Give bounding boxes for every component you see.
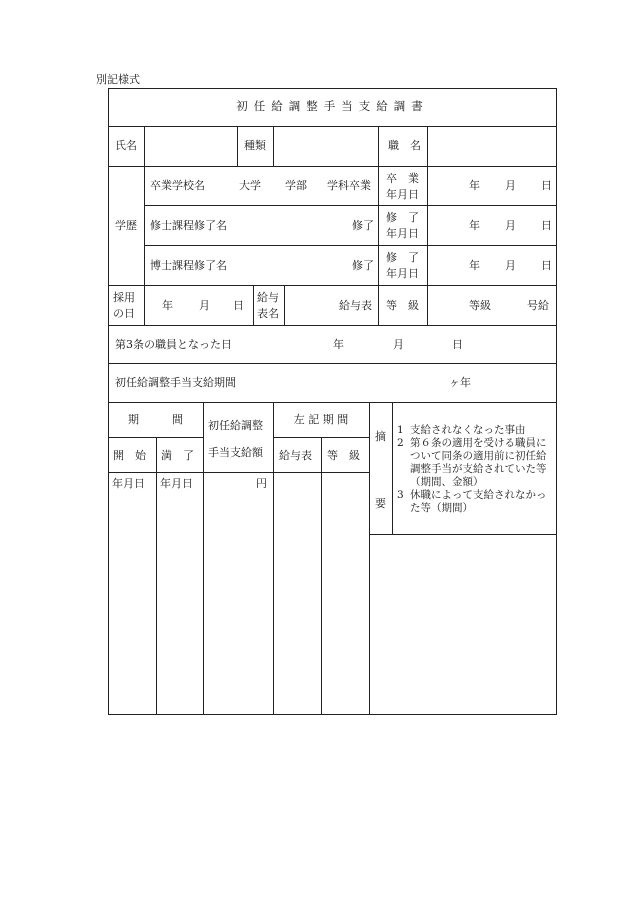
- left-period-header: 左 記 期 間: [293, 413, 349, 426]
- pay-table-header: 給与表: [279, 449, 312, 462]
- start-header: 開 始: [113, 449, 146, 462]
- amount-header: 初任給調整: [208, 419, 263, 432]
- article3-label: 第3条の職員となった日: [115, 338, 232, 351]
- university-label: 大学: [239, 179, 261, 192]
- name-label: 氏名: [115, 139, 137, 152]
- education-label: 学歴: [115, 219, 137, 232]
- faculty-label: 学部: [285, 179, 307, 192]
- remarks-header: 摘: [375, 430, 386, 443]
- position-label: 職 名: [388, 139, 421, 152]
- form-label: 別記様式: [96, 73, 140, 86]
- end-header: 満 了: [161, 449, 194, 462]
- grade-label: 等 級: [386, 299, 419, 312]
- form-page: 別記様式 初任給調整手当支給調書 氏名 種類 職 名 学歴 卒業学校名 大学 学部 学科卒業 卒 業 年月日 年 月 日 修士課程修了名 修了 修 了 年月日 年 月 日 博士課程修了名 修了 修 了 年月日 年 月 日 採用 の日 年 月 日 給与 表名 給与表 等 級 等級 号給 第3条の職員となった日 年 月 日 初任給調整手当支給期間 ヶ年 期 間 開 始 満 了 初任給調整 手当支給額 左 記 期 間 給与表 等 級 摘 要 年月日 年月日 円 1 支給されなくなった事由 2 第６条の適用を受ける職員について同条の適用前に初任給調整手当が支給されていた等（期間、金額） 3 休職によって支給されなかった等（期間）: [0, 0, 630, 915]
- pay-table-name-label: 給与: [257, 291, 279, 304]
- type-label: 種類: [244, 139, 266, 152]
- grade-header: 等 級: [327, 449, 360, 462]
- hire-date-label: 採用: [113, 291, 135, 304]
- note-item: 2 第６条の適用を受ける職員について同条の適用前に初任給調整手当が支給されていた等（期間、金額）: [397, 437, 547, 488]
- note-item: 1 支給されなくなった事由: [397, 424, 526, 436]
- note-item: 3 休職によって支給されなかった等（期間）: [397, 489, 547, 514]
- payment-period-label: 初任給調整手当支給期間: [115, 376, 236, 389]
- remarks-notes: [397, 424, 555, 515]
- doctoral-label: 博士課程修了名: [150, 259, 227, 272]
- period-header: 期 間: [128, 413, 183, 426]
- graduation-date-label: 卒 業: [386, 172, 419, 185]
- masters-label: 修士課程修了名: [150, 219, 227, 232]
- form-title: 初任給調整手当支給調書: [236, 99, 429, 113]
- department-label: 学科卒業: [327, 179, 371, 192]
- school-name-label: 卒業学校名: [150, 179, 205, 192]
